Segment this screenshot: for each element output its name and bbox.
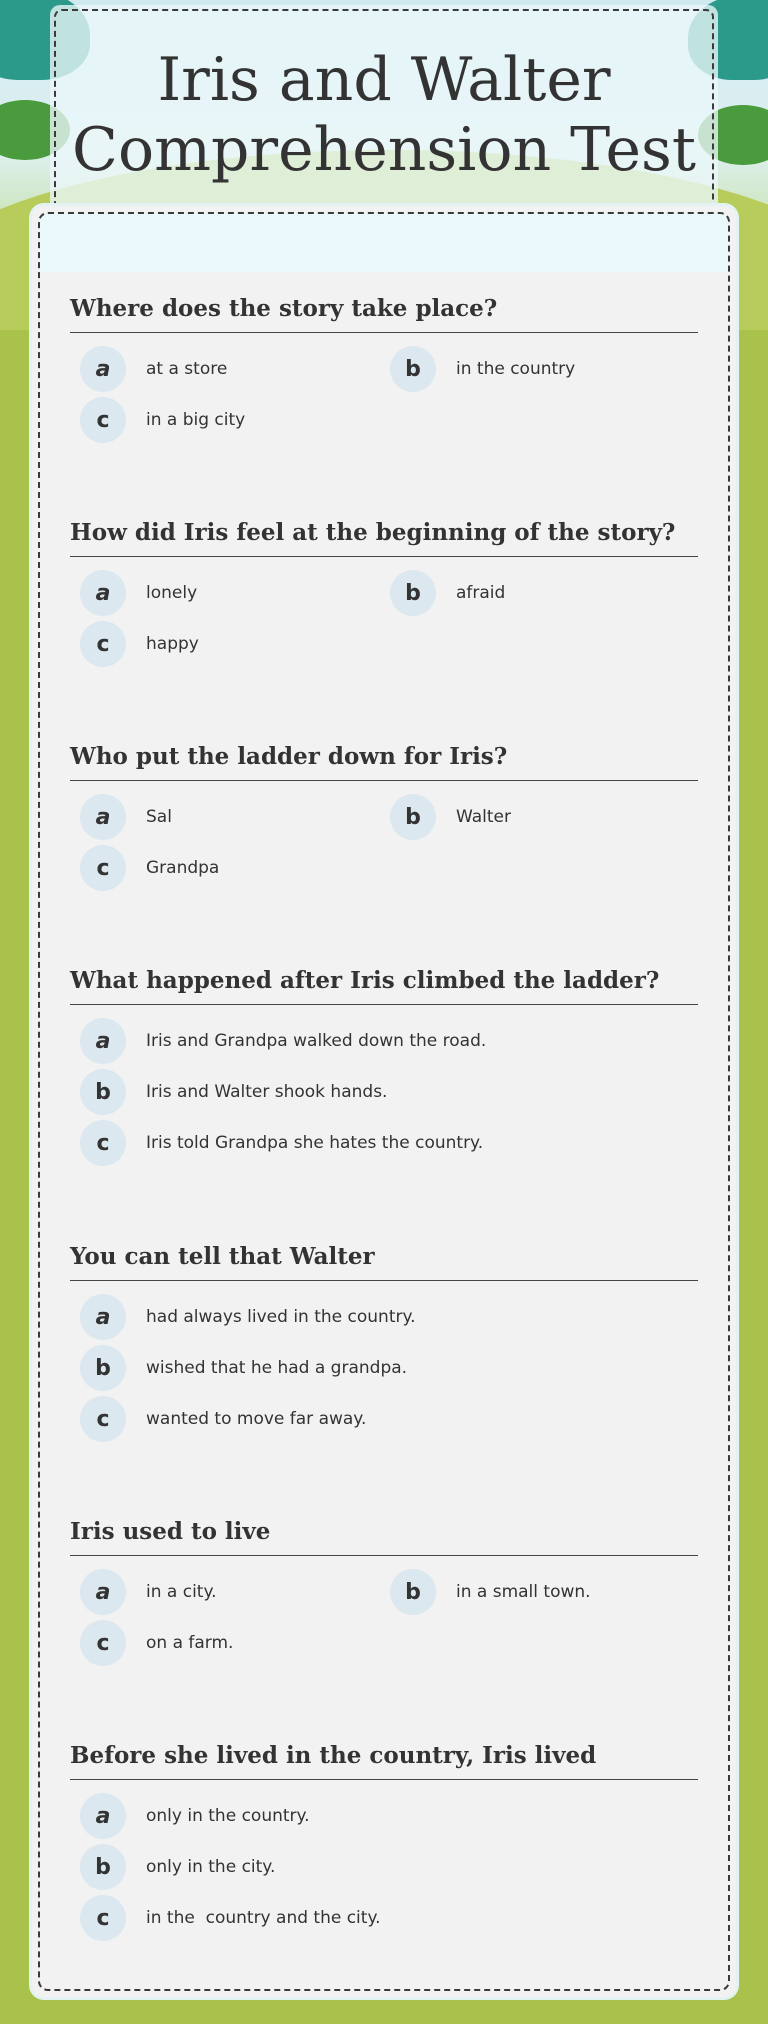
answer-text: happy — [146, 634, 199, 654]
question-text: Iris used to live — [70, 1515, 698, 1556]
answer-text: wished that he had a grandpa. — [146, 1358, 408, 1378]
question-7 — [70, 1739, 698, 1931]
answer-letter-badge: c — [80, 1120, 126, 1166]
answer-text: lonely — [146, 583, 198, 603]
question-5 — [70, 1240, 698, 1432]
answer-letter-badge: b — [390, 346, 436, 392]
answer-letter-badge: b — [80, 1345, 126, 1391]
question-text: Who put the ladder down for Iris? — [70, 740, 698, 781]
answer-letter-badge: c — [80, 1396, 126, 1442]
answer-letter-badge: a — [80, 570, 126, 616]
answer-option-b[interactable] — [80, 1845, 275, 1889]
question-3 — [70, 740, 698, 881]
question-text: Where does the story take place? — [70, 292, 698, 333]
question-2 — [70, 516, 698, 657]
answer-text: Grandpa — [146, 858, 220, 878]
answer-text: Iris told Grandpa she hates the country. — [146, 1133, 484, 1153]
answer-option-a[interactable] — [80, 1794, 310, 1838]
answer-text: Iris and Grandpa walked down the road. — [146, 1031, 487, 1051]
answer-letter-badge: c — [80, 621, 126, 667]
answer-option-c[interactable] — [80, 1121, 483, 1165]
answer-option-c[interactable] — [80, 1896, 381, 1940]
answer-option-c[interactable] — [80, 1397, 366, 1441]
question-text: How did Iris feel at the beginning of the story? — [70, 516, 698, 557]
answer-option-b[interactable] — [390, 347, 575, 391]
answer-letter-badge: c — [80, 1620, 126, 1666]
answer-letter-badge: c — [80, 1895, 126, 1941]
question-1 — [70, 292, 698, 433]
card-header-band — [40, 214, 728, 272]
answer-text: on a farm. — [146, 1633, 234, 1653]
answer-letter-badge: c — [80, 845, 126, 891]
question-text: What happened after Iris climbed the ladder? — [70, 964, 698, 1005]
answer-letter-badge: b — [390, 794, 436, 840]
answer-option-c[interactable] — [80, 398, 245, 442]
answer-text: in the country — [456, 359, 576, 379]
answer-letter-badge: a — [80, 346, 126, 392]
answer-option-c[interactable] — [80, 622, 199, 666]
answer-text: had always lived in the country. — [146, 1307, 416, 1327]
answer-text: Sal — [146, 807, 172, 827]
title-card — [50, 5, 718, 220]
answer-text: wanted to move far away. — [146, 1409, 367, 1429]
answer-letter-badge: b — [390, 1569, 436, 1615]
answer-text: only in the country. — [146, 1806, 310, 1826]
answer-text: in a big city — [146, 410, 246, 430]
question-text: You can tell that Walter — [70, 1240, 698, 1281]
answer-text: only in the city. — [146, 1857, 276, 1877]
answer-option-a[interactable] — [80, 1570, 217, 1614]
answer-text: in a small town. — [456, 1582, 591, 1602]
question-text: Before she lived in the country, Iris lived — [70, 1739, 698, 1780]
answer-option-b[interactable] — [80, 1346, 407, 1390]
question-6 — [70, 1515, 698, 1656]
answer-letter-badge: b — [80, 1844, 126, 1890]
answer-option-b[interactable] — [390, 795, 511, 839]
answer-text: afraid — [456, 583, 506, 603]
answer-option-a[interactable] — [80, 1295, 416, 1339]
answer-option-a[interactable] — [80, 795, 172, 839]
answer-text: Iris and Walter shook hands. — [146, 1082, 388, 1102]
page-title: Iris and Walter Comprehension Test — [72, 45, 696, 185]
answer-letter-badge: a — [80, 1018, 126, 1064]
answer-letter-badge: a — [80, 1793, 126, 1839]
answer-text: in the country and the city. — [146, 1908, 381, 1928]
answer-letter-badge: a — [80, 794, 126, 840]
answer-option-c[interactable] — [80, 1621, 233, 1665]
answer-text: Walter — [456, 807, 511, 827]
answer-letter-badge: a — [80, 1569, 126, 1615]
answer-option-b[interactable] — [390, 571, 505, 615]
answer-option-a[interactable] — [80, 347, 227, 391]
answer-option-c[interactable] — [80, 846, 219, 890]
answer-letter-badge: a — [80, 1294, 126, 1340]
answer-option-a[interactable] — [80, 571, 197, 615]
answer-option-a[interactable] — [80, 1019, 486, 1063]
answer-letter-badge: c — [80, 397, 126, 443]
question-4 — [70, 964, 698, 1156]
answer-letter-badge: b — [80, 1069, 126, 1115]
answer-letter-badge: b — [390, 570, 436, 616]
answer-option-b[interactable] — [390, 1570, 591, 1614]
answer-text: in a city. — [146, 1582, 217, 1602]
answer-text: at a store — [146, 359, 228, 379]
answer-option-b[interactable] — [80, 1070, 387, 1114]
